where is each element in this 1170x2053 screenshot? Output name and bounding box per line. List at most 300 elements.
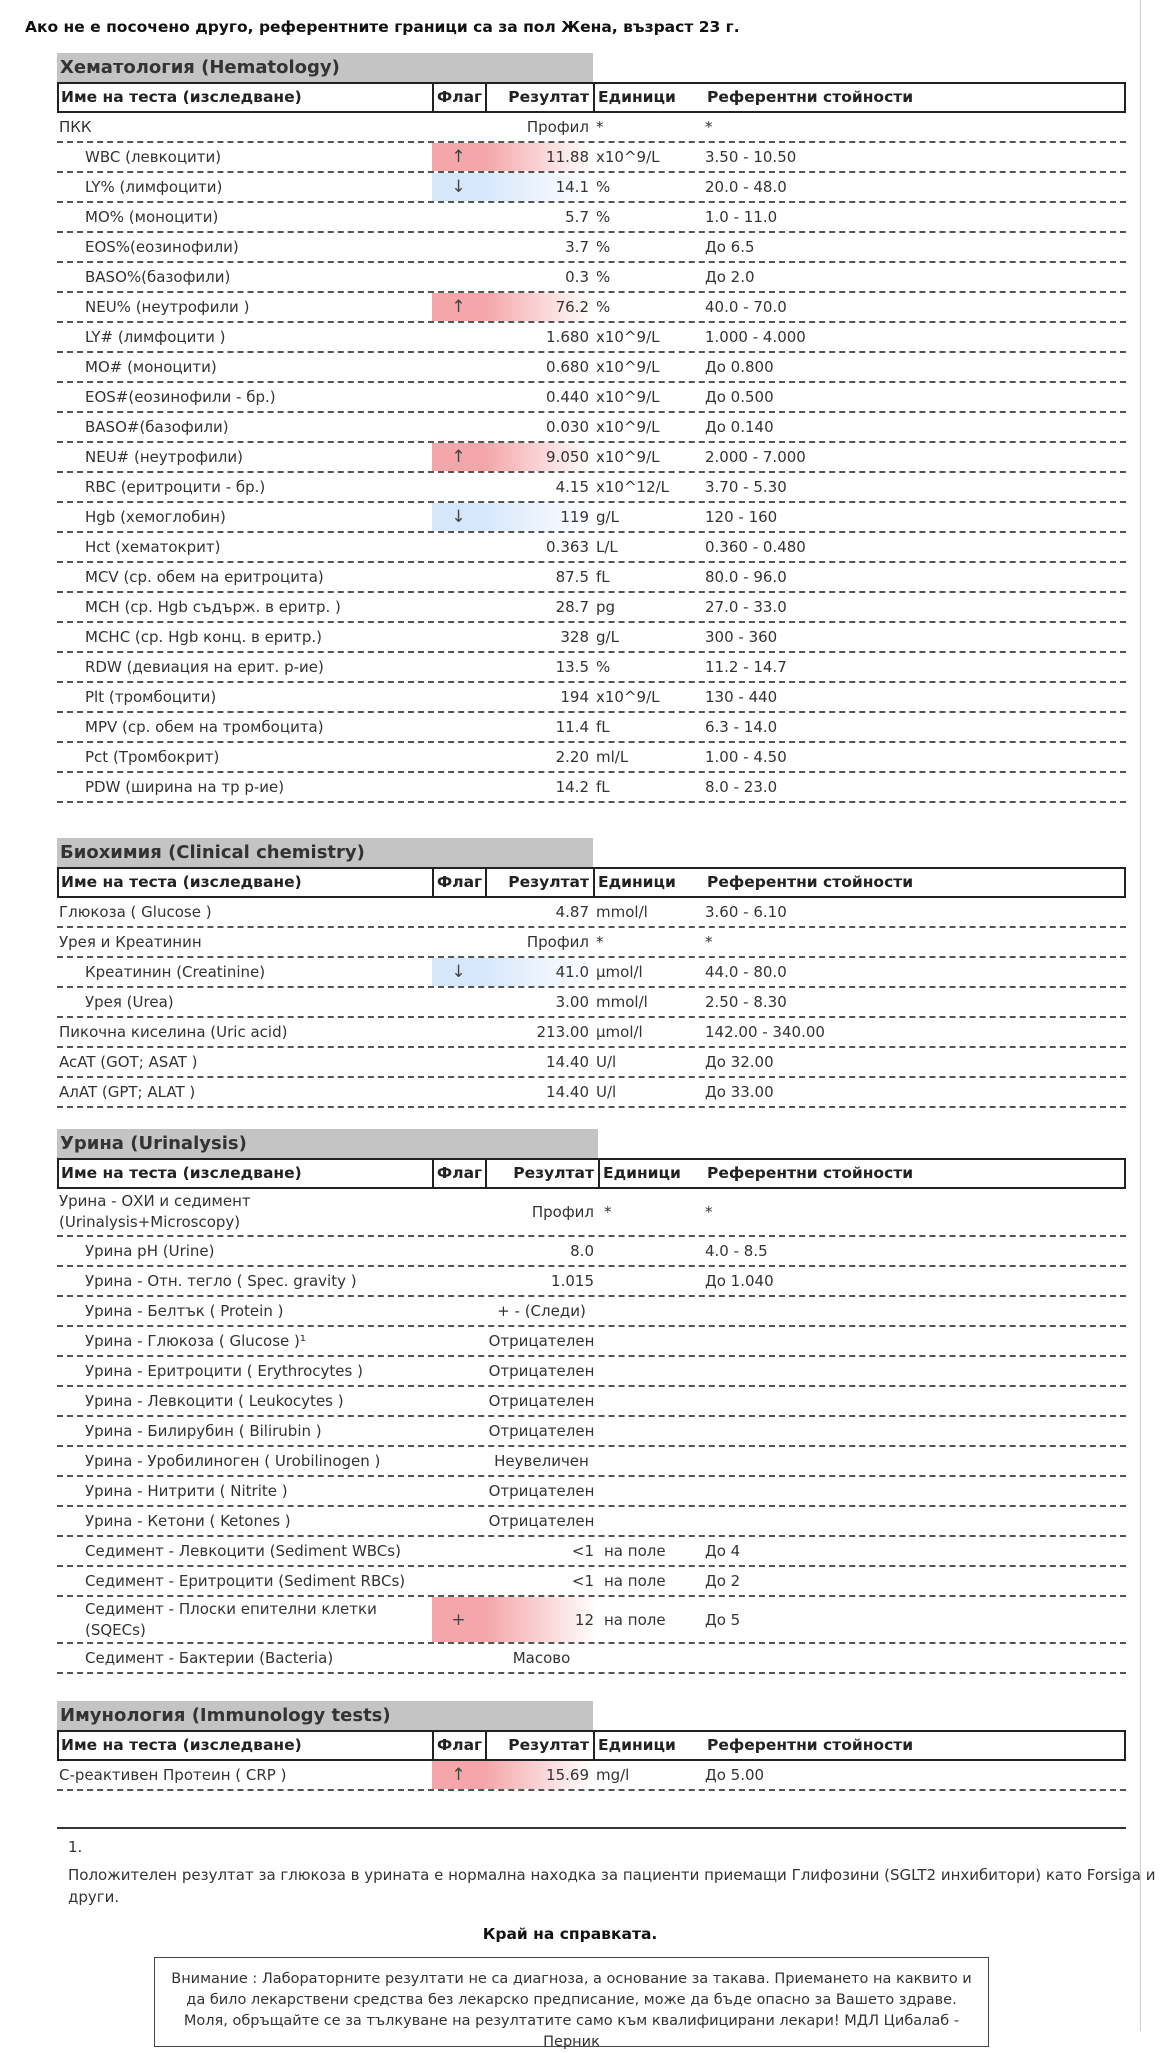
flag-cell bbox=[432, 623, 485, 651]
test-name: Урина - Белтък ( Protein ) bbox=[85, 1302, 284, 1320]
test-name: NEU# (неутрофили) bbox=[85, 448, 243, 466]
arrow-up-icon bbox=[432, 473, 485, 501]
table-row bbox=[57, 713, 1126, 743]
reference-range: До 33.00 bbox=[705, 1083, 774, 1101]
reference-range: 3.70 - 5.30 bbox=[705, 478, 787, 496]
units: U/l bbox=[596, 1053, 617, 1071]
arrow-up-icon: ↑ bbox=[451, 147, 466, 167]
table-row bbox=[57, 1267, 1126, 1297]
flag-cell bbox=[432, 653, 485, 681]
reference-range: 40.0 - 70.0 bbox=[705, 298, 787, 316]
units: на поле bbox=[604, 1572, 666, 1590]
col-header-units: Единици bbox=[598, 873, 676, 891]
result-value: <1 bbox=[571, 1572, 594, 1590]
table-row bbox=[57, 533, 1126, 563]
result-value: 0.030 bbox=[546, 418, 589, 436]
test-name: Пикочна киселина (Uric acid) bbox=[59, 1023, 288, 1041]
flag-cell bbox=[432, 263, 485, 291]
result-value: Отрицателен bbox=[488, 1362, 595, 1380]
result-value: 0.363 bbox=[546, 538, 589, 556]
units: mmol/l bbox=[596, 903, 648, 921]
col-header-result: Резултат bbox=[487, 1732, 595, 1759]
test-name: MO# (моноцити) bbox=[85, 358, 217, 376]
reference-range: До 0.140 bbox=[705, 418, 774, 436]
reference-range bbox=[700, 1297, 1126, 1325]
col-header-units: Единици bbox=[598, 1736, 676, 1754]
result-value: 0.680 bbox=[546, 358, 589, 376]
end-of-report: Край на справката. bbox=[482, 1925, 658, 1943]
units: fL bbox=[596, 718, 610, 736]
units bbox=[598, 1267, 700, 1295]
reference-range: 0.360 - 0.480 bbox=[705, 538, 806, 556]
test-name: NEU% (неутрофили ) bbox=[85, 298, 250, 316]
units: * bbox=[596, 118, 604, 136]
table-row bbox=[57, 988, 1126, 1018]
test-name: Урина pH (Urine) bbox=[85, 1242, 215, 1260]
test-name: Урина - Кетони ( Ketones ) bbox=[85, 1512, 291, 1530]
flag-cell bbox=[432, 1567, 485, 1595]
table-body bbox=[57, 1189, 1126, 1674]
reference-range: 2.000 - 7.000 bbox=[705, 448, 806, 466]
units: x10^9/L bbox=[596, 388, 660, 406]
table-row bbox=[57, 293, 1126, 323]
arrow-up-icon bbox=[432, 593, 485, 621]
flag-cell bbox=[432, 233, 485, 261]
reference-range bbox=[700, 1447, 1126, 1475]
flag-cell bbox=[432, 1357, 485, 1385]
flag-cell bbox=[432, 1417, 485, 1445]
flag-cell bbox=[432, 353, 485, 381]
result-value: 4.15 bbox=[555, 478, 589, 496]
flag-cell bbox=[432, 1048, 485, 1076]
test-name: AлAT (GPT; ALAT ) bbox=[59, 1083, 196, 1101]
units: x10^9/L bbox=[596, 688, 660, 706]
result-value: 3.00 bbox=[555, 993, 589, 1011]
table-body bbox=[57, 113, 1126, 803]
result-value: 5.7 bbox=[565, 208, 589, 226]
flag-cell bbox=[432, 383, 485, 411]
table-body bbox=[57, 898, 1126, 1108]
result-value: Профил bbox=[526, 933, 589, 951]
result-value: 11.4 bbox=[555, 718, 589, 736]
units: fL bbox=[596, 568, 610, 586]
table-row bbox=[57, 683, 1126, 713]
reference-range: До 1.040 bbox=[705, 1272, 774, 1290]
reference-range: 80.0 - 96.0 bbox=[705, 568, 787, 586]
flag-cell bbox=[432, 928, 485, 956]
result-value: <1 bbox=[571, 1542, 594, 1560]
table-row bbox=[57, 958, 1126, 988]
table-row bbox=[57, 1761, 1126, 1791]
result-value: 194 bbox=[560, 688, 589, 706]
test-name: Урина - Еритроцити ( Erythrocytes ) bbox=[85, 1362, 363, 1380]
table-row bbox=[57, 323, 1126, 353]
flag-cell bbox=[432, 1507, 485, 1535]
reference-range: * bbox=[705, 1203, 713, 1221]
reference-range bbox=[700, 1387, 1126, 1415]
flag-cell bbox=[432, 1189, 485, 1235]
units: mmol/l bbox=[596, 993, 648, 1011]
col-header-name: Име на теста (изследване) bbox=[59, 84, 434, 111]
test-name: Урина - Билирубин ( Bilirubin ) bbox=[85, 1422, 322, 1440]
table-row bbox=[57, 898, 1126, 928]
reference-range: 4.0 - 8.5 bbox=[705, 1242, 768, 1260]
col-header-name: Име на теста (изследване) bbox=[59, 1160, 434, 1187]
arrow-up-icon: ↑ bbox=[451, 1765, 466, 1785]
table-row bbox=[57, 653, 1126, 683]
test-name: MCH (ср. Hgb съдърж. в еритр. ) bbox=[85, 598, 341, 616]
flag-cell bbox=[432, 898, 485, 926]
units: ml/L bbox=[596, 748, 629, 766]
result-value: Отрицателен bbox=[488, 1332, 595, 1350]
result-value: 9.050 bbox=[485, 443, 593, 471]
units: * bbox=[604, 1203, 612, 1221]
flag-cell bbox=[432, 1297, 485, 1325]
col-header-result: Резултат bbox=[487, 1160, 600, 1187]
arrow-up-icon bbox=[432, 263, 485, 291]
test-name: MCHC (ср. Hgb конц. в еритр.) bbox=[85, 628, 322, 646]
arrow-up-icon bbox=[432, 1644, 485, 1672]
flag-cell bbox=[432, 413, 485, 441]
table-body bbox=[57, 1761, 1126, 1791]
units: g/L bbox=[596, 628, 619, 646]
reference-range bbox=[700, 1357, 1126, 1385]
units bbox=[598, 1447, 700, 1475]
arrow-up-icon bbox=[432, 533, 485, 561]
table-row bbox=[57, 203, 1126, 233]
flag-cell bbox=[432, 1761, 485, 1789]
table-row bbox=[57, 1327, 1126, 1357]
arrow-up-icon bbox=[432, 683, 485, 711]
table-row bbox=[57, 593, 1126, 623]
test-name: Урина - Нитрити ( Nitrite ) bbox=[85, 1482, 288, 1500]
col-header-result: Резултат bbox=[487, 869, 595, 896]
section-urinalysis bbox=[57, 1129, 1126, 1674]
reference-range: 11.2 - 14.7 bbox=[705, 658, 787, 676]
test-name: EOS%(еозинофили) bbox=[85, 238, 239, 256]
test-name: PDW (ширина на тр р-ие) bbox=[85, 778, 285, 796]
result-value: 0.440 bbox=[546, 388, 589, 406]
arrow-up-icon: ↑ bbox=[451, 297, 466, 317]
arrow-up-icon bbox=[432, 653, 485, 681]
table-row bbox=[57, 1417, 1126, 1447]
arrow-up-icon bbox=[432, 323, 485, 351]
table-row bbox=[57, 1189, 1126, 1237]
section-title: Имунология (Immunology tests) bbox=[57, 1701, 593, 1730]
arrow-up-icon bbox=[432, 1327, 485, 1355]
test-name: Урина - Левкоцити ( Leukocytes ) bbox=[85, 1392, 344, 1410]
col-header-name: Име на теста (изследване) bbox=[59, 869, 434, 896]
test-name: RBC (еритроцити - бр.) bbox=[85, 478, 266, 496]
table-row bbox=[57, 1567, 1126, 1597]
reference-range: 8.0 - 23.0 bbox=[705, 778, 778, 796]
arrow-up-icon bbox=[432, 1237, 485, 1265]
test-name: Урина - Глюкоза ( Glucose )¹ bbox=[85, 1332, 306, 1350]
col-header-ref: Референтни стойности bbox=[707, 873, 914, 891]
units: pg bbox=[596, 598, 616, 616]
result-value: 14.40 bbox=[546, 1053, 589, 1071]
result-value: 119 bbox=[485, 503, 593, 531]
result-value: 213.00 bbox=[536, 1023, 589, 1041]
arrow-up-icon bbox=[432, 623, 485, 651]
section-title: Хематология (Hematology) bbox=[57, 53, 593, 82]
result-value: Отрицателен bbox=[488, 1512, 595, 1530]
table-row bbox=[57, 773, 1126, 803]
table-row bbox=[57, 263, 1126, 293]
result-value: Отрицателен bbox=[488, 1392, 595, 1410]
reference-range: 44.0 - 80.0 bbox=[705, 963, 787, 981]
table-row bbox=[57, 1387, 1126, 1417]
units: µmol/l bbox=[596, 963, 643, 981]
units: на поле bbox=[604, 1542, 666, 1560]
arrow-up-icon bbox=[432, 563, 485, 591]
arrow-up-icon bbox=[432, 1387, 485, 1415]
reference-range: 130 - 440 bbox=[705, 688, 778, 706]
units bbox=[598, 1507, 700, 1535]
col-header-flag: Флаг bbox=[434, 869, 487, 896]
result-value: 1.015 bbox=[551, 1272, 594, 1290]
section-hematology bbox=[57, 53, 1126, 803]
table-row bbox=[57, 1078, 1126, 1108]
arrow-up-icon bbox=[432, 383, 485, 411]
table-row bbox=[57, 1357, 1126, 1387]
section-immunology bbox=[57, 1701, 1126, 1791]
flag-cell bbox=[432, 563, 485, 591]
arrow-up-icon bbox=[432, 1267, 485, 1295]
col-header-flag: Флаг bbox=[434, 84, 487, 111]
arrow-up-icon bbox=[432, 1477, 485, 1505]
result-value: 28.7 bbox=[555, 598, 589, 616]
result-value: Масово bbox=[512, 1649, 571, 1667]
units: % bbox=[596, 658, 611, 676]
reference-range: 1.000 - 4.000 bbox=[705, 328, 806, 346]
arrow-up-icon bbox=[432, 773, 485, 801]
result-value: 15.69 bbox=[485, 1761, 593, 1789]
result-value: 1.680 bbox=[546, 328, 589, 346]
footnote-number: 1. bbox=[68, 1838, 83, 1856]
units bbox=[598, 1644, 700, 1672]
test-name: MPV (ср. обем на тромбоцита) bbox=[85, 718, 324, 736]
col-header-name: Име на теста (изследване) bbox=[59, 1732, 434, 1759]
test-name: Глюкоза ( Glucose ) bbox=[59, 903, 212, 921]
flag-cell bbox=[432, 1237, 485, 1265]
result-value: 0.3 bbox=[565, 268, 589, 286]
units: x10^12/L bbox=[596, 478, 670, 496]
units: % bbox=[596, 208, 611, 226]
arrow-up-icon: ↑ bbox=[451, 447, 466, 467]
test-name: Plt (тромбоцити) bbox=[85, 688, 217, 706]
arrow-up-icon bbox=[432, 928, 485, 956]
table-header bbox=[57, 1158, 1126, 1189]
arrow-up-icon bbox=[432, 713, 485, 741]
result-value: 14.40 bbox=[546, 1083, 589, 1101]
table-row bbox=[57, 563, 1126, 593]
test-name: BASO#(базофили) bbox=[85, 418, 229, 436]
table-header bbox=[57, 867, 1126, 898]
reference-range: 6.3 - 14.0 bbox=[705, 718, 778, 736]
units: на поле bbox=[604, 1610, 666, 1629]
units: % bbox=[596, 178, 611, 196]
table-header bbox=[57, 1730, 1126, 1761]
reference-range: 2.50 - 8.30 bbox=[705, 993, 787, 1011]
col-header-result: Резултат bbox=[487, 84, 595, 111]
units: U/l bbox=[596, 1083, 617, 1101]
test-name: Седимент - Еритроцити (Sediment RBCs) bbox=[85, 1572, 406, 1590]
units bbox=[598, 1387, 700, 1415]
result-value: 3.7 bbox=[565, 238, 589, 256]
test-name: MCV (ср. обем на еритроцита) bbox=[85, 568, 324, 586]
flag-cell bbox=[432, 533, 485, 561]
section-title: Биохимия (Clinical chemistry) bbox=[57, 838, 593, 867]
test-name: Седимент - Бактерии (Bacteria) bbox=[85, 1649, 334, 1667]
arrow-up-icon bbox=[432, 1048, 485, 1076]
arrow-down-icon: ↓ bbox=[451, 177, 466, 197]
table-row bbox=[57, 233, 1126, 263]
table-row bbox=[57, 143, 1126, 173]
reference-range: 3.60 - 6.10 bbox=[705, 903, 787, 921]
flag-cell bbox=[432, 1447, 485, 1475]
units: x10^9/L bbox=[596, 358, 660, 376]
flag-cell bbox=[432, 1537, 485, 1565]
reference-range: До 5 bbox=[705, 1610, 741, 1629]
result-value: 11.88 bbox=[485, 143, 593, 171]
arrow-up-icon bbox=[432, 743, 485, 771]
test-name: Pct (Тромбокрит) bbox=[85, 748, 220, 766]
table-row bbox=[57, 623, 1126, 653]
table-row bbox=[57, 173, 1126, 203]
flag-cell bbox=[432, 113, 485, 141]
result-value: 13.5 bbox=[555, 658, 589, 676]
flag-cell bbox=[432, 988, 485, 1016]
flag-cell bbox=[432, 1018, 485, 1046]
flag-cell bbox=[432, 1387, 485, 1415]
flag-cell bbox=[432, 143, 485, 171]
table-row bbox=[57, 1048, 1126, 1078]
test-name: WBC (левкоцити) bbox=[85, 148, 222, 166]
result-value: 41.0 bbox=[485, 958, 593, 986]
units bbox=[598, 1357, 700, 1385]
test-name: Креатинин (Creatinine) bbox=[85, 963, 266, 981]
arrow-up-icon bbox=[432, 353, 485, 381]
result-value: 4.87 bbox=[555, 903, 589, 921]
table-row bbox=[57, 1237, 1126, 1267]
flag-cell bbox=[432, 593, 485, 621]
reference-range: * bbox=[705, 118, 713, 136]
arrow-up-icon bbox=[432, 1417, 485, 1445]
table-row bbox=[57, 1477, 1126, 1507]
flag-cell bbox=[432, 203, 485, 231]
reference-range: До 0.800 bbox=[705, 358, 774, 376]
table-row bbox=[57, 383, 1126, 413]
arrow-up-icon bbox=[432, 1507, 485, 1535]
reference-range: До 2.0 bbox=[705, 268, 755, 286]
col-header-ref: Референтни стойности bbox=[707, 1164, 914, 1182]
test-name: Седимент - Плоски епителни клетки (SQECs) bbox=[85, 1599, 377, 1639]
reference-range bbox=[700, 1507, 1126, 1535]
flag-cell bbox=[432, 1477, 485, 1505]
table-row bbox=[57, 1597, 1126, 1644]
col-header-flag: Флаг bbox=[434, 1732, 487, 1759]
reference-range bbox=[700, 1477, 1126, 1505]
test-name: Hct (хематокрит) bbox=[85, 538, 221, 556]
arrow-up-icon bbox=[432, 898, 485, 926]
arrow-up-icon bbox=[432, 1078, 485, 1106]
arrow-up-icon bbox=[432, 233, 485, 261]
flag-cell bbox=[432, 473, 485, 501]
units: x10^9/L bbox=[596, 328, 660, 346]
flag-cell bbox=[432, 1267, 485, 1295]
flag-cell bbox=[432, 173, 485, 201]
result-value: 12 bbox=[485, 1597, 598, 1642]
table-row bbox=[57, 503, 1126, 533]
reference-range: 300 - 360 bbox=[705, 628, 778, 646]
reference-range bbox=[700, 1417, 1126, 1445]
footnote-text: Положителен резултат за глюкоза в урината е нормална находка за пациенти приемащи Глифозини (SGLT2 инхибитори) като Forsiga и други. bbox=[68, 1866, 1156, 1906]
flag-cell bbox=[432, 683, 485, 711]
result-value: + - (Следи) bbox=[497, 1302, 586, 1320]
col-header-units: Единици bbox=[603, 1164, 681, 1182]
table-row bbox=[57, 353, 1126, 383]
reference-range: 27.0 - 33.0 bbox=[705, 598, 787, 616]
result-value: Профил bbox=[531, 1203, 594, 1221]
units bbox=[598, 1297, 700, 1325]
arrow-down-icon: ↓ bbox=[451, 962, 466, 982]
units: % bbox=[596, 238, 611, 256]
test-name: EOS#(еозинофили - бр.) bbox=[85, 388, 276, 406]
arrow-up-icon bbox=[432, 1297, 485, 1325]
plus-icon: + bbox=[451, 1609, 466, 1630]
units: µmol/l bbox=[596, 1023, 643, 1041]
units bbox=[598, 1477, 700, 1505]
arrow-up-icon bbox=[432, 1357, 485, 1385]
test-name: Hgb (хемоглобин) bbox=[85, 508, 226, 526]
footnote-divider bbox=[57, 1827, 1126, 1829]
table-row bbox=[57, 1644, 1126, 1674]
arrow-up-icon bbox=[432, 1189, 485, 1235]
arrow-up-icon bbox=[432, 113, 485, 141]
flag-cell bbox=[432, 323, 485, 351]
result-value: 14.1 bbox=[485, 173, 593, 201]
test-name: MO% (моноцити) bbox=[85, 208, 219, 226]
test-name: RDW (девиация на ерит. р-ие) bbox=[85, 658, 324, 676]
reference-range: До 2 bbox=[705, 1572, 741, 1590]
arrow-up-icon bbox=[432, 1018, 485, 1046]
test-name: Урея (Urea) bbox=[85, 993, 174, 1011]
reference-range: 1.00 - 4.50 bbox=[705, 748, 787, 766]
units: * bbox=[596, 933, 604, 951]
arrow-up-icon bbox=[432, 1567, 485, 1595]
col-header-flag: Флаг bbox=[434, 1160, 487, 1187]
flag-cell bbox=[432, 743, 485, 771]
result-value: Профил bbox=[526, 118, 589, 136]
result-value: 87.5 bbox=[555, 568, 589, 586]
units: g/L bbox=[596, 508, 619, 526]
units: % bbox=[596, 268, 611, 286]
test-name: Седимент - Левкоцити (Sediment WBCs) bbox=[85, 1542, 401, 1560]
table-row bbox=[57, 1537, 1126, 1567]
arrow-up-icon bbox=[432, 1537, 485, 1565]
col-header-ref: Референтни стойности bbox=[707, 88, 914, 106]
units bbox=[598, 1237, 700, 1265]
result-value: 2.20 bbox=[555, 748, 589, 766]
reference-range: 20.0 - 48.0 bbox=[705, 178, 787, 196]
arrow-up-icon bbox=[432, 413, 485, 441]
reference-range: 3.50 - 10.50 bbox=[705, 148, 797, 166]
table-row bbox=[57, 743, 1126, 773]
col-header-units: Единици bbox=[598, 88, 676, 106]
flag-cell bbox=[432, 773, 485, 801]
arrow-down-icon: ↓ bbox=[451, 507, 466, 527]
